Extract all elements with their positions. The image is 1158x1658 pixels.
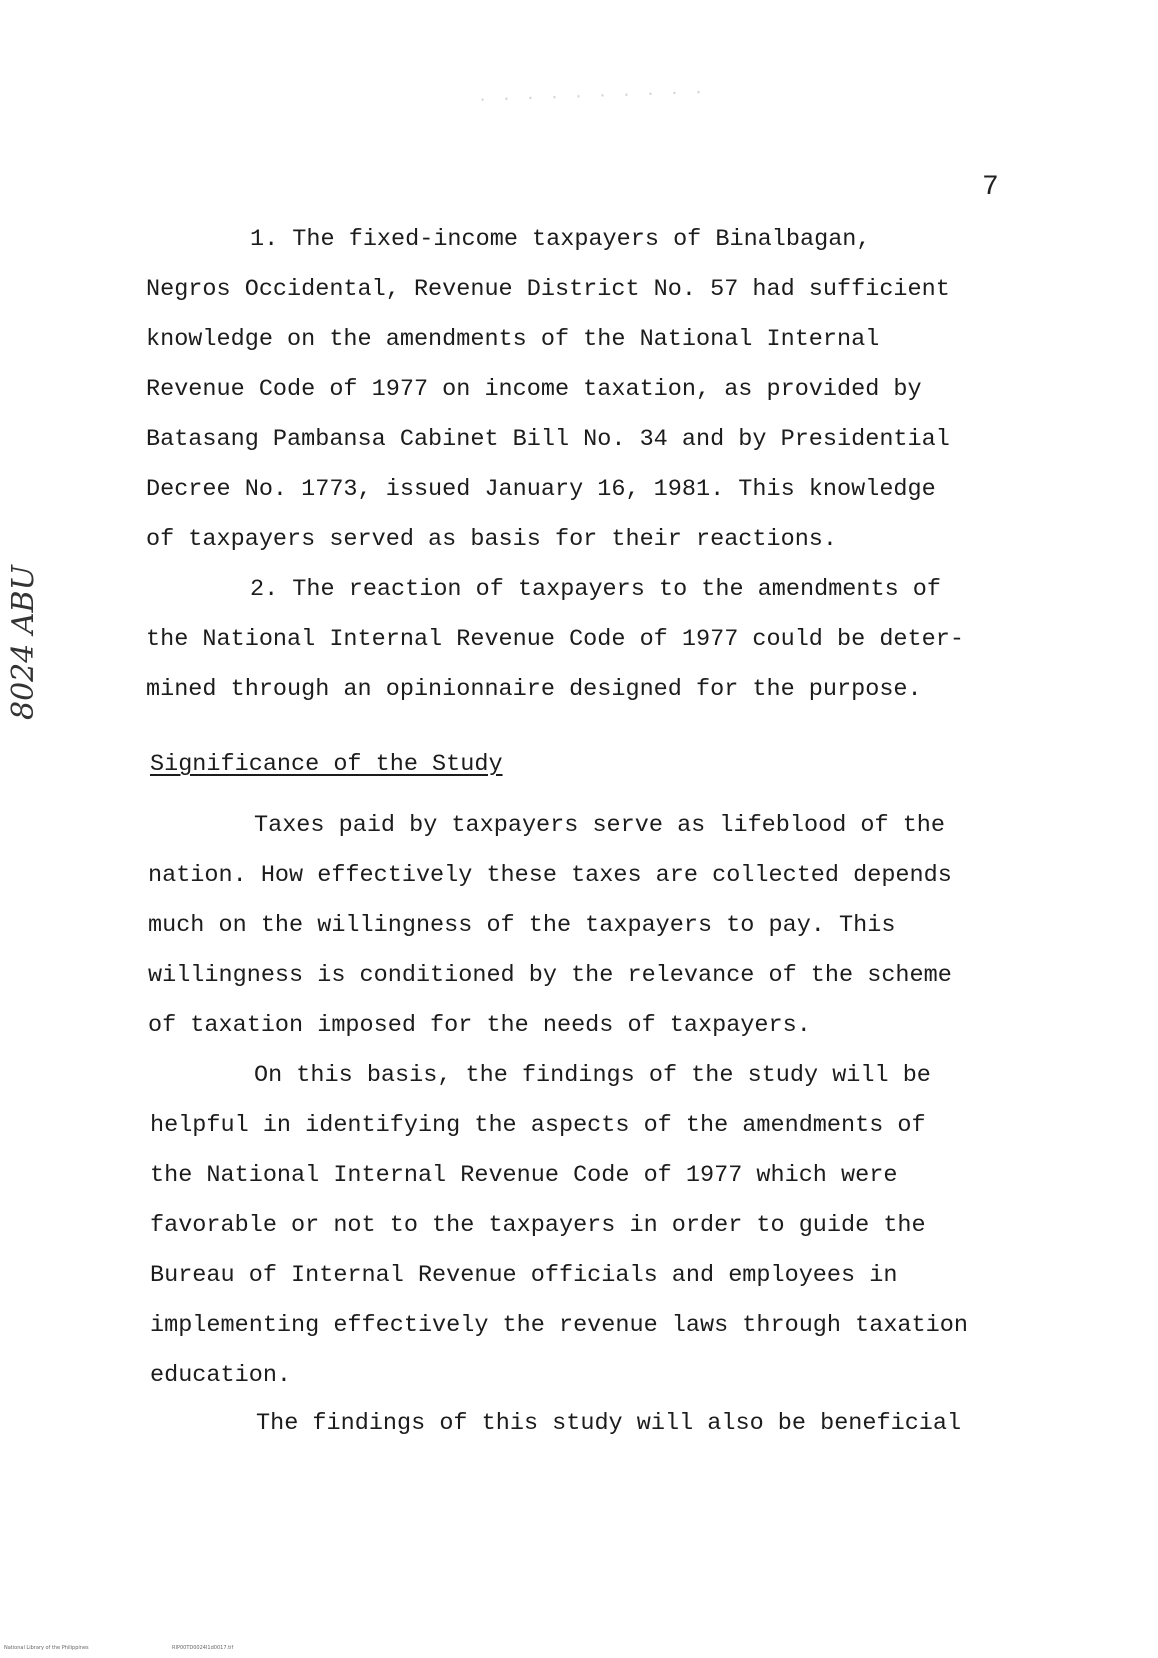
text-line: much on the willingness of the taxpayers to pay. This <box>148 912 896 939</box>
text-line: The findings of this study will also be beneficial <box>256 1410 962 1437</box>
text-line: Decree No. 1773, issued January 16, 1981. This knowledge <box>146 476 936 503</box>
text-line: Batasang Pambansa Cabinet Bill No. 34 and by Presidential <box>146 426 950 453</box>
text-line: the National Internal Revenue Code of 1977 which were <box>150 1162 898 1189</box>
section-heading: Significance of the Study <box>150 751 503 778</box>
text-line: nation. How effectively these taxes are collected depends <box>148 862 952 889</box>
text-line: Revenue Code of 1977 on income taxation, as provided by <box>146 376 922 403</box>
text-line: Negros Occidental, Revenue District No. 57 had sufficient <box>146 276 950 303</box>
text-line: helpful in identifying the aspects of the amendments of <box>150 1112 926 1139</box>
page-number: 7 <box>982 172 999 203</box>
faint-stamp: · · · · · · · · · · <box>477 84 707 109</box>
text-line: mined through an opinionnaire designed for the purpose. <box>146 676 922 703</box>
text-line: of taxpayers served as basis for their reactions. <box>146 526 838 553</box>
text-line: implementing effectively the revenue laws through taxation <box>150 1312 968 1339</box>
text-line: 1. The fixed-income taxpayers of Binalbagan, <box>250 226 871 253</box>
text-line: knowledge on the amendments of the National Internal <box>146 326 880 353</box>
text-line: Taxes paid by taxpayers serve as lifeblood of the <box>254 812 946 839</box>
text-line: On this basis, the findings of the study will be <box>254 1062 931 1089</box>
text-line: education. <box>150 1362 292 1389</box>
text-line: favorable or not to the taxpayers in order to guide the <box>150 1212 926 1239</box>
footer-file: RIP00TD0024I1d0017.tif <box>172 1645 234 1651</box>
text-line: of taxation imposed for the needs of taxpayers. <box>148 1012 811 1039</box>
handwritten-margin-note: 8024 ABU <box>6 565 41 720</box>
text-line: 2. The reaction of taxpayers to the amendments of <box>250 576 942 603</box>
footer-library: National Library of the Philippines <box>4 1645 89 1651</box>
text-line: Bureau of Internal Revenue officials and employees in <box>150 1262 898 1289</box>
text-line: the National Internal Revenue Code of 1977 could be deter- <box>146 626 964 653</box>
text-line: willingness is conditioned by the relevance of the scheme <box>148 962 952 989</box>
